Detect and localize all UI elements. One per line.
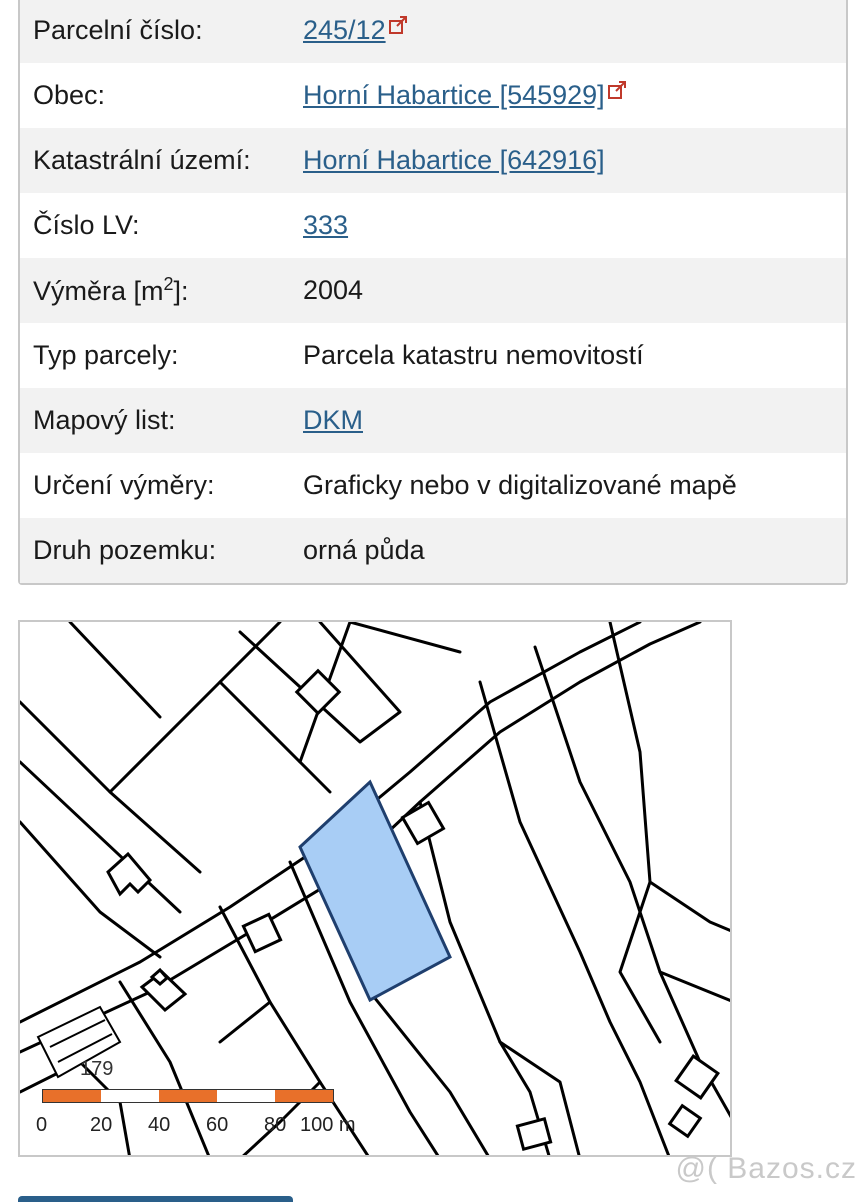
area-value: 2004	[303, 275, 364, 305]
cadastral-map[interactable]	[18, 620, 732, 1157]
row-parcel-type	[20, 323, 846, 388]
row-lv-number	[20, 193, 846, 258]
scale-label-60: 60	[206, 1114, 229, 1136]
label-parcel-type: Typ parcely:	[33, 340, 179, 370]
map-parcel-label: 179	[80, 1058, 114, 1080]
row-area	[20, 258, 846, 323]
parcel-number-link[interactable]: 245/12	[303, 15, 386, 45]
municipality-link[interactable]: Horní Habartice [545929]	[303, 80, 605, 110]
cadastral-area-link[interactable]: Horní Habartice [642916]	[303, 145, 605, 175]
scale-label-80: 80	[264, 1114, 287, 1136]
area-determination-value: Graficky nebo v digitalizované mapě	[303, 470, 737, 500]
parcel-info-table	[18, 0, 848, 585]
scale-label-0: 0	[36, 1114, 48, 1136]
label-area-sup: 2	[163, 274, 174, 294]
lv-number-link[interactable]: 333	[303, 210, 349, 240]
bazos-watermark: @( Bazos.cz	[675, 1152, 857, 1185]
label-area-determination: Určení výměry:	[33, 470, 215, 500]
row-parcel-number	[20, 0, 846, 63]
map-drawing	[20, 622, 732, 1157]
row-land-type	[20, 518, 846, 583]
bottom-button-edge[interactable]	[18, 1196, 293, 1202]
parcel-type-value: Parcela katastru nemovitostí	[303, 340, 644, 370]
label-area-prefix: Výměra [m	[33, 276, 164, 306]
external-link-icon[interactable]	[388, 15, 408, 35]
label-parcel-number: Parcelní číslo:	[33, 15, 203, 45]
label-municipality: Obec:	[33, 80, 106, 110]
label-map-sheet: Mapový list:	[33, 405, 176, 435]
external-link-icon[interactable]	[607, 80, 627, 100]
scale-label-40: 40	[148, 1114, 171, 1136]
row-area-determination	[20, 453, 846, 518]
row-cadastral-area	[20, 128, 846, 193]
label-area	[20, 274, 303, 307]
row-map-sheet	[20, 388, 846, 453]
map-sheet-link[interactable]: DKM	[303, 405, 363, 435]
label-land-type: Druh pozemku:	[33, 535, 217, 565]
label-cadastral-area: Katastrální území:	[33, 145, 251, 175]
scale-label-100: 100 m	[300, 1114, 356, 1136]
row-municipality	[20, 63, 846, 128]
label-area-suffix: ]:	[173, 276, 189, 306]
land-type-value: orná půda	[303, 535, 425, 565]
label-lv-number: Číslo LV:	[33, 210, 140, 240]
scale-label-20: 20	[90, 1114, 113, 1136]
scale-bar	[42, 1089, 334, 1103]
